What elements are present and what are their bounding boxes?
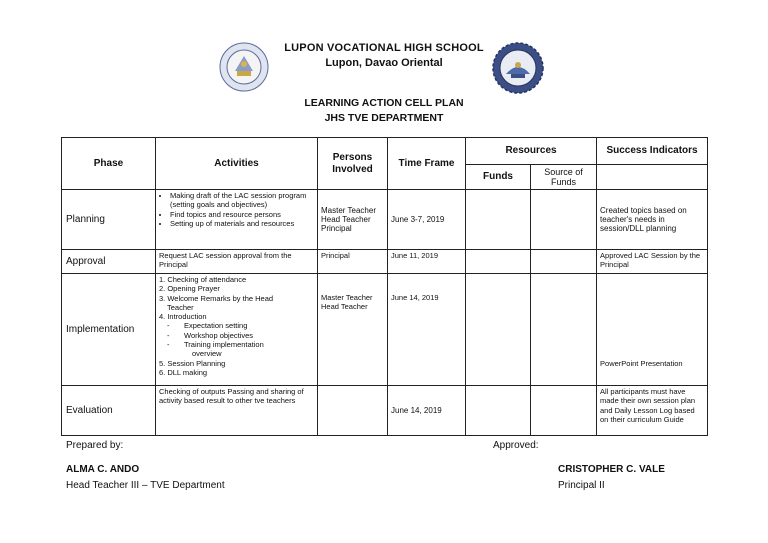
person: Head Teacher — [321, 214, 371, 224]
funds-cell — [466, 190, 531, 250]
list-item: 5. Session Planning — [159, 358, 226, 368]
list-item: 3. Welcome Remarks by the Head — [159, 293, 274, 303]
funds-cell — [466, 386, 531, 436]
prepared-by-label: Prepared by: — [66, 440, 124, 451]
person: Principal — [321, 224, 352, 234]
activities-cell — [156, 190, 318, 250]
approver-name: CRISTOPHER C. VALE — [558, 464, 665, 475]
list-item: 4. Introduction — [159, 312, 207, 322]
header-resources: Resources — [466, 138, 597, 165]
preparer-position: Head Teacher III – TVE Department — [66, 480, 225, 491]
source-funds-cell — [531, 190, 597, 250]
funds-cell — [466, 274, 531, 386]
time-frame-cell: June 3-7, 2019 — [388, 190, 466, 250]
list-item-continuation: Teacher — [167, 302, 194, 312]
list-item: • Making draft of the LAC session program (setting goals and objectives) — [170, 191, 314, 210]
source-funds-cell — [531, 250, 597, 274]
list-item: 1. Checking of attendance — [159, 275, 247, 284]
table-row — [62, 386, 708, 436]
header-persons-involved: Persons Involved — [318, 138, 388, 190]
school-location: Lupon, Davao Oriental — [325, 57, 443, 69]
success-cell: PowerPoint Presentation — [597, 274, 708, 386]
phase-cell: Evaluation — [62, 386, 156, 436]
department-title: JHS TVE DEPARTMENT — [324, 112, 444, 124]
success-cell: Created topics based on teacher's needs in session/DLL planning — [597, 190, 708, 250]
success-cell: Approved LAC Session by the Principal — [597, 250, 708, 274]
table-row — [62, 274, 708, 386]
preparer-name: ALMA C. ANDO — [66, 464, 140, 475]
header-phase: Phase — [62, 138, 156, 190]
list-item: • Setting up of materials and resources — [170, 219, 314, 228]
sub-item: - Workshop objectives — [167, 330, 254, 340]
document-title: LEARNING ACTION CELL PLAN — [304, 97, 464, 109]
phase-cell: Implementation — [62, 274, 156, 386]
person: Head Teacher — [321, 302, 368, 312]
success-cell: All participants must have made their own session plan and Daily Lesson Log based on their curriculum Guide — [597, 386, 708, 436]
person: Master Teacher — [321, 293, 373, 302]
list-item: • Find topics and resource persons — [170, 210, 314, 219]
sub-item: - Training implementation — [167, 340, 264, 350]
persons-cell — [318, 250, 388, 274]
header-success-blank — [597, 165, 708, 190]
persons-cell — [318, 386, 388, 436]
header-activities: Activities — [156, 138, 318, 190]
person: Master Teacher — [321, 205, 376, 215]
list-item: 2. Opening Prayer — [159, 284, 220, 294]
time-frame-cell: June 11, 2019 — [388, 250, 466, 274]
phase-cell: Approval — [62, 250, 156, 274]
activities-cell — [156, 274, 318, 386]
persons-cell — [318, 274, 388, 386]
source-funds-cell — [531, 274, 597, 386]
time-frame-cell: June 14, 2019 — [388, 274, 466, 386]
header-funds: Funds — [466, 165, 531, 190]
lac-plan-table — [61, 137, 708, 436]
time-frame-cell: June 14, 2019 — [388, 386, 466, 436]
sub-item: - Expectation setting — [167, 321, 248, 331]
activities-cell: Request LAC session approval from the Principal — [156, 250, 318, 274]
phase-cell: Planning — [62, 190, 156, 250]
header-success-indicators: Success Indicators — [597, 138, 708, 165]
table-row — [62, 190, 708, 250]
approved-label: Approved: — [493, 440, 539, 451]
header-source-of-funds: Source of Funds — [531, 165, 597, 190]
persons-cell — [318, 190, 388, 250]
person: Principal — [321, 251, 350, 260]
source-funds-cell — [531, 386, 597, 436]
school-name: LUPON VOCATIONAL HIGH SCHOOL — [284, 42, 484, 54]
approver-position: Principal II — [558, 480, 605, 491]
activities-cell: Checking of outputs Passing and sharing of activity based result to other tve teachers — [156, 386, 318, 436]
funds-cell — [466, 250, 531, 274]
sub-item-continuation: overview — [192, 349, 222, 359]
list-item: 6. DLL making — [159, 367, 208, 377]
table-row — [62, 250, 708, 274]
header-time-frame: Time Frame — [388, 138, 466, 190]
